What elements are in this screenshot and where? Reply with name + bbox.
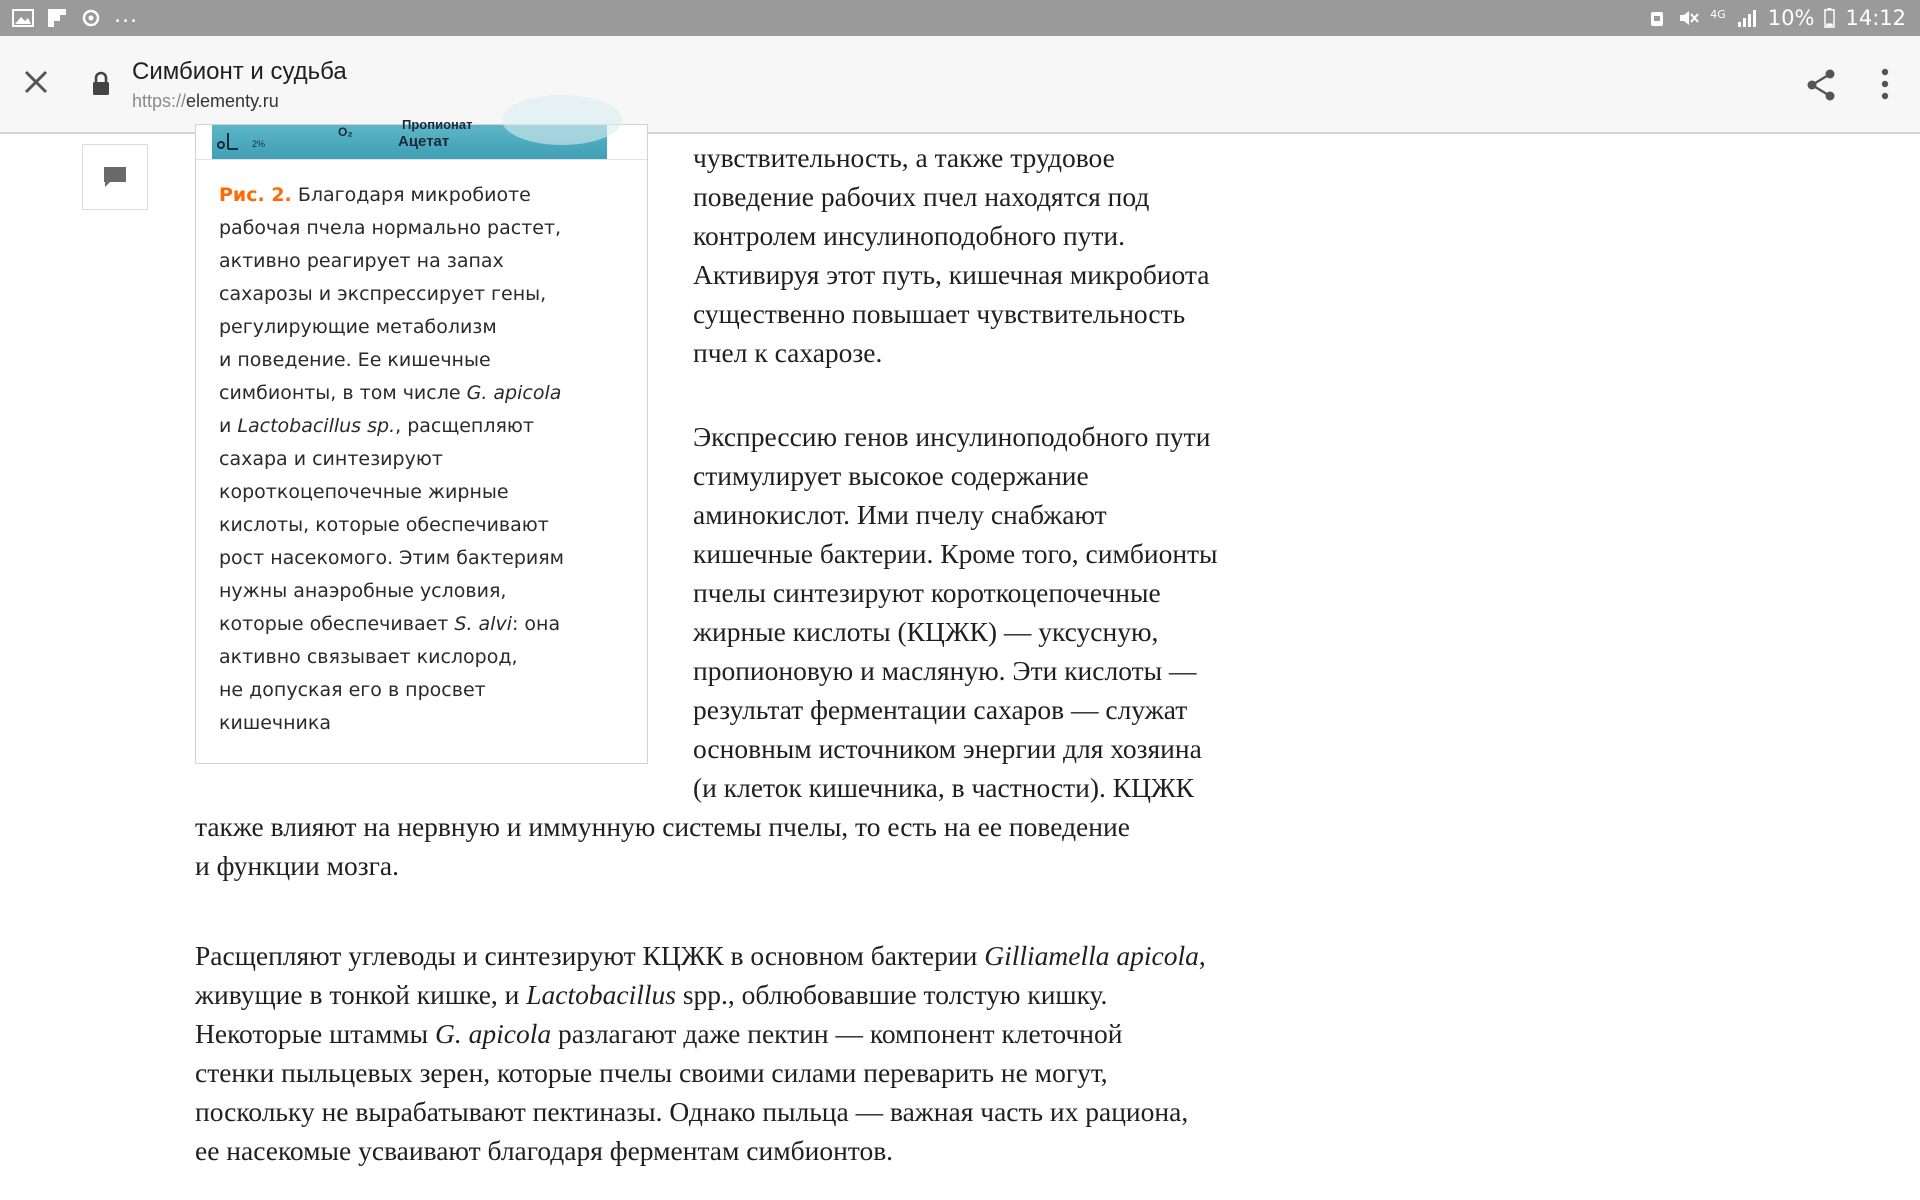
figure-label-acetate: Ацетат (398, 133, 450, 150)
caption-line: регулирующие метаболизм (219, 316, 497, 338)
lock-status-icon (1646, 8, 1668, 28)
network-type: 4G (1710, 7, 1726, 21)
text-line: стимулирует высокое содержание (693, 460, 1089, 491)
text-line: контролем инсулиноподобного пути. (693, 220, 1126, 251)
lock-icon (90, 70, 112, 98)
browser-toolbar (0, 36, 1920, 134)
caption-line: рабочая пчела нормально растет, (219, 217, 562, 239)
species-name: Lactobacillus sp. (237, 415, 396, 437)
caption-line: нужны анаэробные условия, (219, 580, 507, 602)
species-name: Lactobacillus (526, 979, 676, 1010)
figure-label-propionate: Пропионат (402, 117, 473, 132)
page-title: Симбионт и судьба (132, 58, 347, 85)
caption-line: активно реагирует на запах (219, 250, 504, 272)
figure-label-percent: 2% (252, 139, 266, 149)
figure-2 (195, 117, 648, 764)
text-line: жирные кислоты (КЦЖК) — уксусную, (693, 616, 1159, 647)
gallery-icon (12, 8, 34, 28)
text-line: пчел к сахарозе. (693, 337, 883, 368)
figure-label: Рис. 2. (219, 184, 292, 206)
species-name: S. alvi (454, 613, 512, 635)
status-bar-system (1646, 0, 1906, 36)
text-line: аминокислот. Ими пчелу снабжают (693, 499, 1107, 530)
share-icon[interactable] (1804, 68, 1838, 102)
figure-image-shape (502, 95, 622, 145)
figure-caption (219, 179, 619, 740)
text-line: (и клеток кишечника, в частности). КЦЖК (693, 772, 1194, 803)
text-line: Расщепляют углеводы и синтезируют КЦЖК в основном бактерии Gilliamella apicola, (195, 940, 1206, 971)
url-protocol: https:// (132, 91, 187, 111)
flipboard-icon (46, 8, 68, 28)
notification-overflow: ... (114, 2, 138, 28)
text-line: чувствительность, а также трудовое (693, 142, 1115, 173)
comments-button[interactable] (82, 144, 148, 210)
signal-icon (1736, 8, 1758, 28)
caption-line: короткоцепочечные жирные (219, 481, 509, 503)
url-host: elementy.ru (186, 91, 279, 111)
status-bar-notifications (12, 0, 138, 36)
article-paragraph-1 (693, 138, 1273, 372)
figure-label-o2: O₂ (338, 125, 353, 139)
comment-icon (102, 165, 128, 189)
caption-line: сахарозы и экспрессирует гены, (219, 283, 547, 305)
caption-line: и Lactobacillus sp., расщепляют (219, 415, 534, 437)
caption-line: и поведение. Ее кишечные (219, 349, 491, 371)
text-line: пропионовую и масляную. Эти кислоты — (693, 655, 1197, 686)
article-paragraph-2 (693, 417, 1273, 807)
text-line: стенки пыльцевых зерен, которые пчелы своими силами переварить не могут, (195, 1057, 1108, 1088)
text-line: основным источником энергии для хозяина (693, 733, 1202, 764)
page-url[interactable] (132, 91, 279, 112)
text-line: результат ферментации сахаров — служат (693, 694, 1188, 725)
text-line: Активируя этот путь, кишечная микробиота (693, 259, 1210, 290)
text-line: кишечные бактерии. Кроме того, симбионты (693, 538, 1218, 569)
text-line: и функции мозга. (195, 850, 399, 881)
species-name: G. apicola (435, 1018, 552, 1049)
caption-line: кислоты, которые обеспечивают (219, 514, 549, 536)
caption-line: кишечника (219, 712, 332, 734)
species-name: G. apicola (466, 382, 562, 404)
caption-line: не допуская его в просвет (219, 679, 486, 701)
battery-icon (1824, 8, 1835, 28)
sync-icon (80, 8, 102, 28)
text-line: Некоторые штаммы G. apicola разлагают даже пектин — компонент клеточной (195, 1018, 1123, 1049)
figure-divider (196, 159, 647, 160)
figure-axis-mark (216, 131, 238, 153)
text-line: поскольку не вырабатывают пектиназы. Однако пыльца — важная часть их рациона, (195, 1096, 1189, 1127)
text-line: также влияют на нервную и иммунную системы пчелы, то есть на ее поведение (195, 811, 1130, 842)
mute-icon (1678, 8, 1700, 28)
caption-line: рост насекомого. Этим бактериям (219, 547, 565, 569)
close-icon[interactable] (18, 64, 54, 100)
caption-line: Рис. 2. Благодаря микробиоте (219, 184, 531, 206)
text-line: существенно повышает чувствительность (693, 298, 1186, 329)
text-line: живущие в тонкой кишке, и Lactobacillus spp., облюбовавшие толстую кишку. (195, 979, 1108, 1010)
clock: 14:12 (1845, 6, 1906, 30)
text-line: поведение рабочих пчел находятся под (693, 181, 1150, 212)
caption-line: сахара и синтезируют (219, 448, 443, 470)
article-paragraph-3 (195, 936, 1295, 1170)
caption-line: которые обеспечивает S. alvi: она (219, 613, 561, 635)
caption-line: симбионты, в том числе G. apicola (219, 382, 562, 404)
species-name: Gilliamella apicola (984, 940, 1199, 971)
battery-percent: 10% (1767, 6, 1815, 30)
text-line: Экспрессию генов инсулиноподобного пути (693, 421, 1211, 452)
article-content (0, 117, 1920, 1200)
text-line: пчелы синтезируют короткоцепочечные (693, 577, 1161, 608)
status-bar (0, 0, 1920, 36)
figure-image[interactable] (212, 117, 607, 159)
caption-line: активно связывает кислород, (219, 646, 518, 668)
text-line: ее насекомые усваивают благодаря ферментам симбионтов. (195, 1135, 894, 1166)
more-options-icon[interactable] (1872, 64, 1898, 104)
article-paragraph-2-continued (195, 807, 1295, 885)
